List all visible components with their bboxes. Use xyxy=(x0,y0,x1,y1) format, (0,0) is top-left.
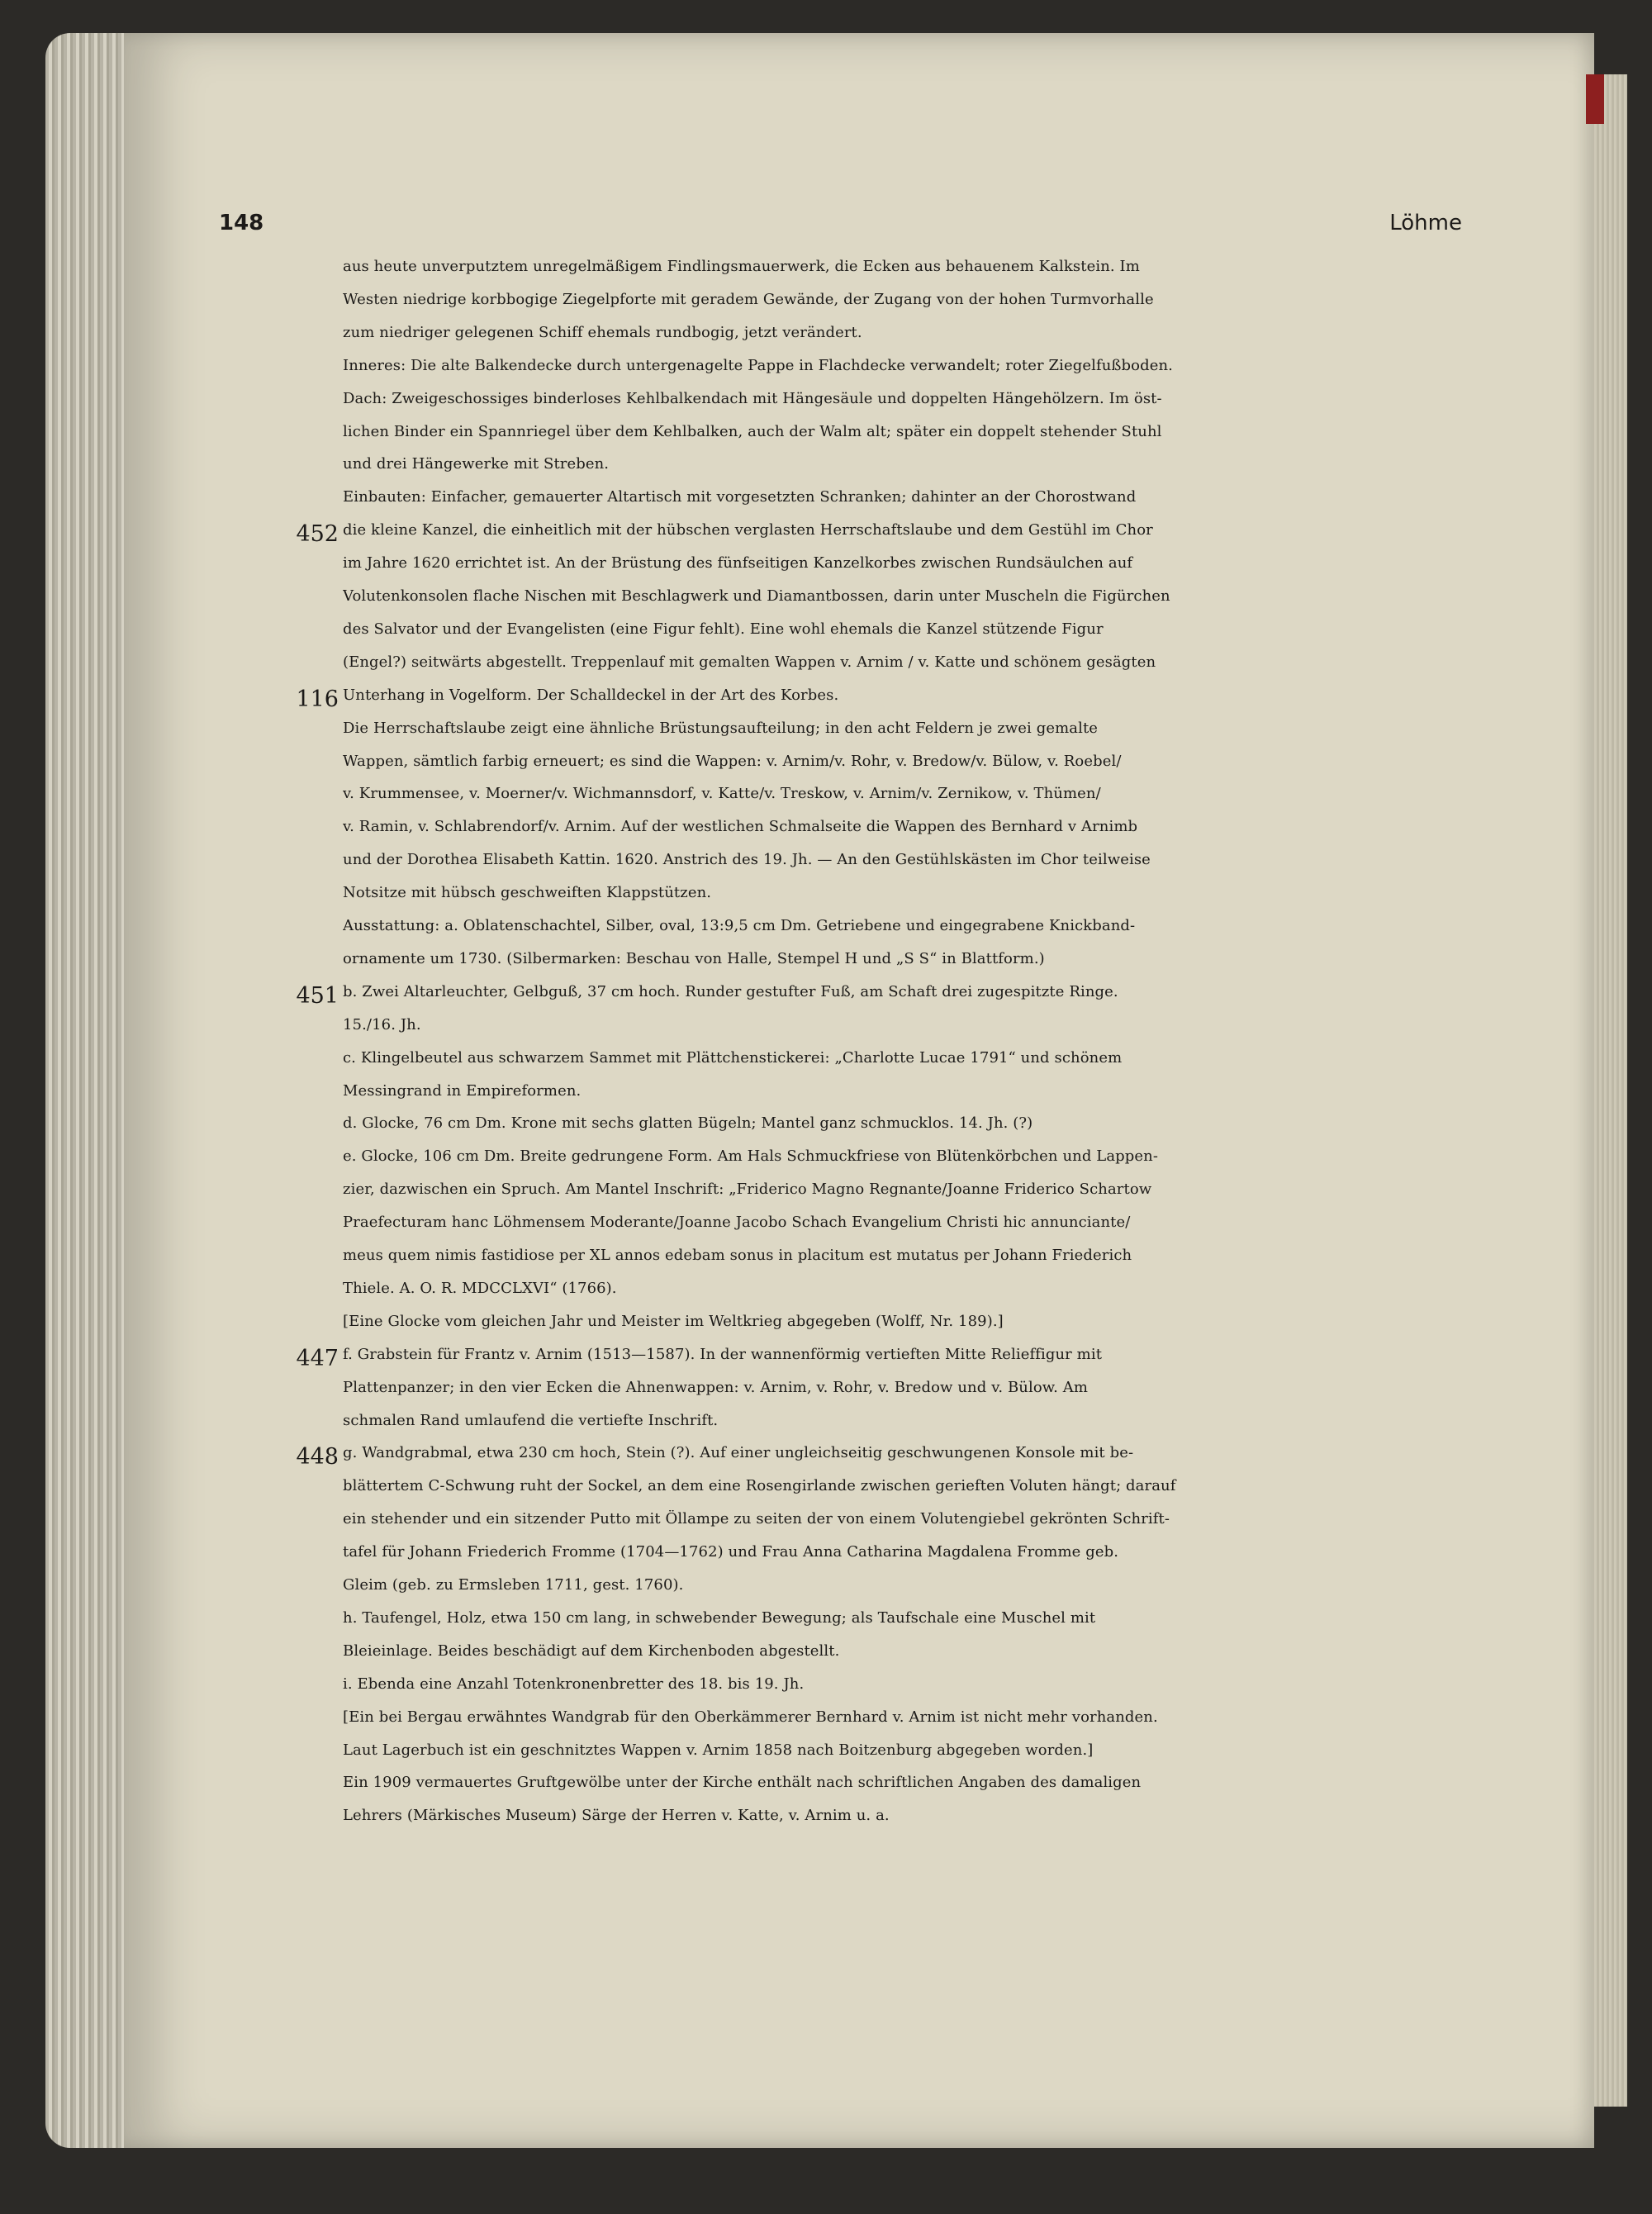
text-line: tafel für Johann Friederich Fromme (1704—1762) und Frau Anna Catharina Magdalena Fromme geb. xyxy=(343,1543,1119,1561)
text-line: Einbauten: Einfacher, gemauerter Altartisch mit vorgesetzten Schranken; dahinter an der Chorostwand xyxy=(343,488,1137,506)
text-line: Westen niedrige korbbogige Ziegelpforte mit geradem Gewände, der Zugang von der hohen Turmvorhalle xyxy=(343,290,1154,308)
text-line: lichen Binder ein Spannriegel über dem Kehlbalken, auch der Walm alt; später ein doppelt stehender Stuhl xyxy=(343,422,1162,440)
text-line: Dach: Zweigeschossiges binderloses Kehlbalkendach mit Hängesäule und doppelten Hängehölzern. Im öst- xyxy=(343,389,1162,407)
margin-figure-number: 448 xyxy=(296,1444,339,1470)
text-line: v. Krummensee, v. Moerner/v. Wichmannsdorf, v. Katte/v. Treskow, v. Arnim/v. Zernikow, v. Thümen/ xyxy=(343,785,1101,803)
text-line: i. Ebenda eine Anzahl Totenkronenbretter des 18. bis 19. Jh. xyxy=(343,1675,805,1693)
page-number: 148 xyxy=(219,211,264,235)
page-edges xyxy=(1594,74,1627,2107)
text-line: h. Taufengel, Holz, etwa 150 cm lang, in schwebender Bewegung; als Taufschale eine Muschel mit xyxy=(343,1608,1096,1627)
text-line: ornamente um 1730. (Silbermarken: Beschau von Halle, Stempel H und „S S“ in Blattform.) xyxy=(343,949,1045,967)
text-line: Notsitze mit hübsch geschweiften Klappstützen. xyxy=(343,884,712,902)
text-line: Die Herrschaftslaube zeigt eine ähnliche Brüstungsaufteilung; in den acht Feldern je zwei gemalte xyxy=(343,719,1099,737)
text-line: g. Wandgrabmal, etwa 230 cm hoch, Stein (?). Auf einer ungleichseitig geschwungenen Konsole mit be- xyxy=(343,1444,1134,1462)
text-line: d. Glocke, 76 cm Dm. Krone mit sechs glatten Bügeln; Mantel ganz schmucklos. 14. Jh. (?) xyxy=(343,1114,1033,1133)
text-line: Ausstattung: a. Oblatenschachtel, Silber, oval, 13:9,5 cm Dm. Getriebene und eingegrabene Knickband- xyxy=(343,917,1136,934)
text-line: 15./16. Jh. xyxy=(343,1015,421,1033)
text-line: (Engel?) seitwärts abgestellt. Treppenlauf mit gemalten Wappen v. Arnim / v. Katte und schönem gesägten xyxy=(343,653,1156,671)
text-line: meus quem nimis fastidiose per XL annos edebam sonus in placitum est mutatus per Johann Friederich xyxy=(343,1247,1132,1264)
margin-figure-number: 451 xyxy=(296,982,339,1009)
running-title: Löhme xyxy=(1389,211,1462,235)
text-line: im Jahre 1620 errichtet ist. An der Brüstung des fünfseitigen Kanzelkorbes zwischen Rundsäulchen auf xyxy=(343,554,1133,573)
text-line: b. Zwei Altarleuchter, Gelbguß, 37 cm hoch. Runder gestufter Fuß, am Schaft drei zugespitzte Ringe. xyxy=(343,982,1118,1000)
text-line: aus heute unverputztem unregelmäßigem Findlingsmauerwerk, die Ecken aus behauenem Kalkstein. Im xyxy=(343,258,1140,275)
text-line: Messingrand in Empireformen. xyxy=(343,1081,582,1100)
text-line: des Salvator und der Evangelisten (eine Figur fehlt). Eine wohl ehemals die Kanzel stützende Figur xyxy=(343,620,1104,638)
text-line: [Ein bei Bergau erwähntes Wandgrab für den Oberkämmerer Bernhard v. Arnim ist nicht mehr vorhanden. xyxy=(343,1708,1158,1726)
text-line: Praefecturam hanc Löhmensem Moderante/Joanne Jacobo Schach Evangelium Christi hic annunciante/ xyxy=(343,1214,1131,1232)
text-line: f. Grabstein für Frantz v. Arnim (1513—1587). In der wannenförmig vertieften Mitte Relieffigur mit xyxy=(343,1345,1103,1363)
text-line: die kleine Kanzel, die einheitlich mit der hübschen verglasten Herrschaftslaube und dem Gestühl im Chor xyxy=(343,521,1153,539)
text-line: Gleim (geb. zu Ermsleben 1711, gest. 1760). xyxy=(343,1576,684,1594)
bookmark-ribbon xyxy=(1586,74,1604,124)
margin-figure-number: 447 xyxy=(296,1345,339,1371)
text-line: Thiele. A. O. R. MDCCLXVI“ (1766). xyxy=(343,1279,617,1297)
text-line: zum niedriger gelegenen Schiff ehemals rundbogig, jetzt verändert. xyxy=(343,323,862,341)
text-line: und drei Hängewerke mit Streben. xyxy=(343,455,610,473)
text-line: Ein 1909 vermauertes Gruftgewölbe unter der Kirche enthält nach schriftlichen Angaben des damaligen xyxy=(343,1774,1142,1792)
text-line: ein stehender und ein sitzender Putto mit Öllampe zu seiten der von einem Volutengiebel gekrönten Schrift- xyxy=(343,1510,1170,1528)
text-line: Volutenkonsolen flache Nischen mit Beschlagwerk und Diamantbossen, darin unter Muscheln die Figürchen xyxy=(343,587,1170,605)
text-line: Bleieinlage. Beides beschädigt auf dem Kirchenboden abgestellt. xyxy=(343,1641,840,1660)
text-line: und der Dorothea Elisabeth Kattin. 1620. Anstrich des 19. Jh. — An den Gestühlskästen im Chor teilweise xyxy=(343,851,1151,869)
text-line: v. Ramin, v. Schlabrendorf/v. Arnim. Auf der westlichen Schmalseite die Wappen des Bernhard v Arnimb xyxy=(343,818,1138,836)
text-line: Unterhang in Vogelform. Der Schalldeckel in der Art des Korbes. xyxy=(343,686,839,704)
text-line: [Eine Glocke vom gleichen Jahr und Meister im Weltkrieg abgegeben (Wolff, Nr. 189).] xyxy=(343,1312,1004,1330)
text-line: Laut Lagerbuch ist ein geschnitztes Wappen v. Arnim 1858 nach Boitzenburg abgegeben worden.] xyxy=(343,1741,1094,1759)
text-line: e. Glocke, 106 cm Dm. Breite gedrungene Form. Am Hals Schmuckfriese von Blütenkörbchen und Lappen- xyxy=(343,1147,1159,1166)
text-line: c. Klingelbeutel aus schwarzem Sammet mit Plättchenstickerei: „Charlotte Lucae 1791“ und schönem xyxy=(343,1048,1123,1067)
text-line: Inneres: Die alte Balkendecke durch untergenagelte Pappe in Flachdecke verwandelt; roter Ziegelfußboden. xyxy=(343,356,1173,374)
margin-figure-number: 116 xyxy=(296,686,339,712)
margin-figure-number: 452 xyxy=(296,521,339,548)
text-line: Lehrers (Märkisches Museum) Särge der Herren v. Katte, v. Arnim u. a. xyxy=(343,1807,890,1825)
text-line: Wappen, sämtlich farbig erneuert; es sind die Wappen: v. Arnim/v. Rohr, v. Bredow/v. Bülow, v. Roebel/ xyxy=(343,752,1122,770)
text-line: Plattenpanzer; in den vier Ecken die Ahnenwappen: v. Arnim, v. Rohr, v. Bredow und v. Bülow. Am xyxy=(343,1378,1089,1396)
page-header xyxy=(219,211,1462,244)
text-line: schmalen Rand umlaufend die vertiefte Inschrift. xyxy=(343,1411,719,1429)
text-line: blättertem C-Schwung ruht der Sockel, an dem eine Rosengirlande zwischen gerieften Voluten hängt; darauf xyxy=(343,1477,1176,1495)
text-line: zier, dazwischen ein Spruch. Am Mantel Inschrift: „Friderico Magno Regnante/Joanne Friderico Schartow xyxy=(343,1181,1152,1199)
